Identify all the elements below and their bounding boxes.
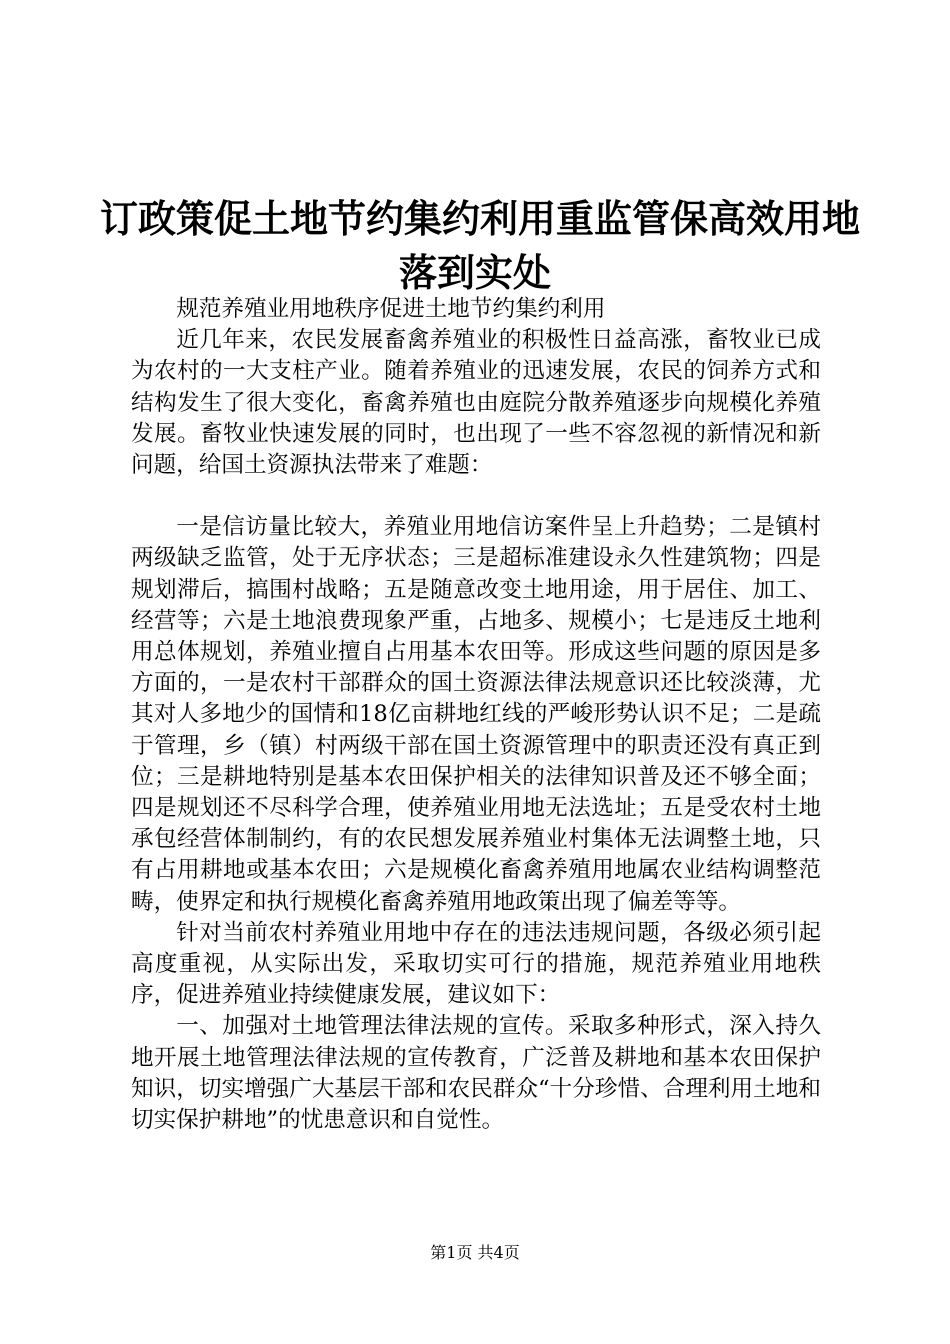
recommendation-intro-paragraph: 针对当前农村养殖业用地中存在的违法违规问题，各级必须引起高度重视，从实际出发，采取切实可行的措施，规范养殖业用地秩序，促进养殖业持续健康发展，建议如下： [131,919,821,1009]
document-body [131,294,821,1136]
recommendation-one-paragraph: 一、加强对土地管理法律法规的宣传。采取多种形式，深入持久地开展土地管理法律法规的宣传教育，广泛普及耕地和基本农田保护知识，切实增强广大基层干部和农民群众“十分珍惜、合理利用土地和切实保护耕地”的忧患意识和自觉性。 [131,1013,821,1134]
document-title-line2: 落到实处 [398,250,551,295]
problems-paragraph: 一是信访量比较大，养殖业用地信访案件呈上升趋势；二是镇村两级缺乏监管，处于无序状态；三是超标准建设永久性建筑物；四是规划滞后，搞围村战略；五是随意改变土地用途，用于居住、加工、经营等；六是土地浪费现象严重，占地多、规模小；七是违反土地利用总体规划，养殖业擅自占用基本农田等。形成这些问题的原因是多方面的，一是农村干部群众的国土资源法律法规意识还比较淡薄，尤其对人多地少的国情和18亿亩耕地红线的严峻形势认识不足；二是疏于管理，乡（镇）村两级干部在国土资源管理中的职责还没有真正到位；三是耕地特别是基本农田保护相关的法律知识普及还不够全面；四是规划还不尽科学合理，使养殖业用地无法选址；五是受农村土地承包经营体制制约，有的农民想发展养殖业村集体无法调整土地，只有占用耕地或基本农田；六是规模化畜禽养殖用地属农业结构调整范畴，使界定和执行规模化畜禽养殖用地政策出现了偏差等等。 [131,514,821,915]
document-title-line1: 订政策促土地节约集约利用重监管保高效用地 [100,196,861,241]
page-number-footer: 第1页 共4页 [430,1243,520,1262]
subtitle-paragraph: 规范养殖业用地秩序促进土地节约集约利用 [176,296,606,322]
intro-paragraph: 近几年来，农民发展畜禽养殖业的积极性日益高涨，畜牧业已成为农村的一大支柱产业。随着养殖业的迅速发展，农民的饲养方式和结构发生了很大变化，畜禽养殖也由庭院分散养殖逐步向规模化养殖发展。畜牧业快速发展的同时，也出现了一些不容忽视的新情况和新问题，给国土资源执法带来了难题： [131,327,821,479]
